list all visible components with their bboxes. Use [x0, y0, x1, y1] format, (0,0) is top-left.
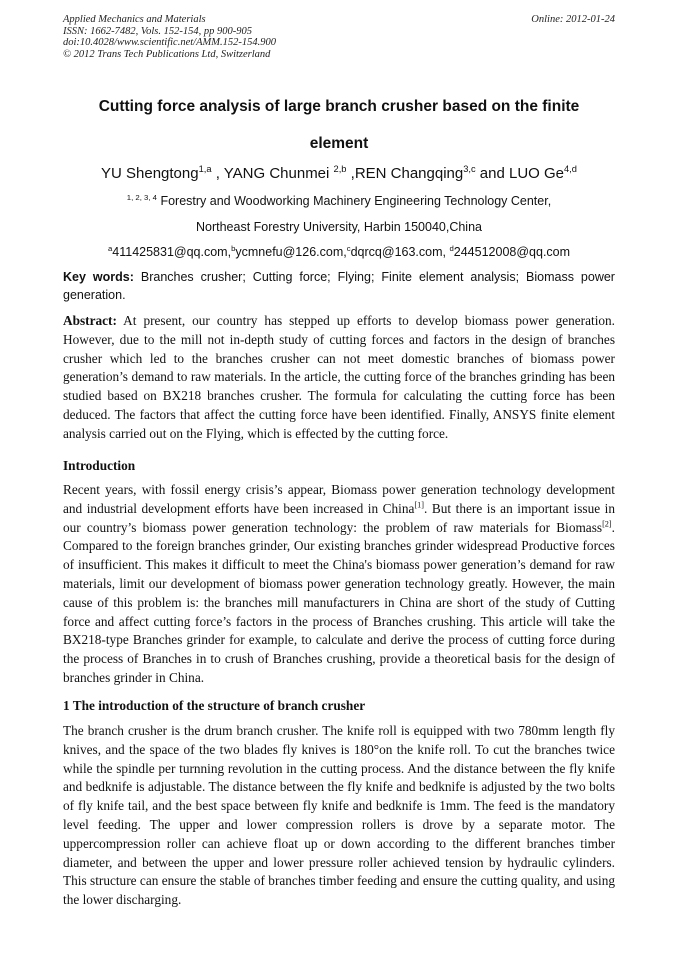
- author-separator: ,: [346, 165, 355, 182]
- abstract: [63, 312, 615, 444]
- author-name: YU Shengtong: [101, 165, 199, 182]
- abstract-label: Abstract:: [63, 313, 117, 328]
- copyright-line: © 2012 Trans Tech Publications Ltd, Switzerland: [63, 48, 271, 60]
- email-address[interactable]: ycmnefu@126.com,: [235, 245, 347, 259]
- email-marker: d: [449, 243, 454, 253]
- introduction-text: . Compared to the foreign branches grinder, Our existing branches grinder widespread Productive forces of insufficient. This makes it difficult to meet the China's biomass power generation’s demand for raw materials, limit our development of biomass power generation technology greatly. However, the main cause of this problem is: the branches mill manufacturers in China are short of the study of Cutting force and affect cutting force’s factors in the process of Branches crushing. This article will take the BX218-type Branches grinder for example, to calculate and derive the process of cutting force during the process of Branches in to crush of Branches crushing, provide a theoretical basis for the design of branches grinder in China.: [63, 519, 615, 685]
- author-separator: ,: [211, 165, 224, 182]
- affiliation-line-1: [63, 193, 615, 209]
- issn-line: ISSN: 1662-7482, Vols. 152-154, pp 900-905: [63, 25, 252, 37]
- email-address[interactable]: 411425831@qq.com,: [112, 245, 232, 259]
- title-line-1: Cutting force analysis of large branch crusher based on the finite: [98, 98, 580, 115]
- affiliation-line-2: Northeast Forestry University, Harbin 150040,China: [195, 220, 482, 234]
- email-address[interactable]: 244512008@qq.com: [453, 245, 571, 259]
- keywords-label: Key words:: [63, 270, 134, 284]
- email-marker: b: [231, 243, 236, 253]
- paper-title: [63, 88, 615, 162]
- online-date: Online: 2012-01-24: [531, 14, 615, 25]
- author-affiliation-marker: 2,b: [333, 164, 347, 174]
- keywords-text: Branches crusher; Cutting force; Flying; Finite element analysis; Biomass power generation.: [63, 270, 615, 302]
- doi-line: doi:10.4028/www.scientific.net/AMM.152-154.900: [63, 37, 276, 48]
- author-affiliation-marker: 1,a: [198, 164, 212, 174]
- introduction-heading: Introduction: [63, 458, 136, 473]
- author-name: LUO Ge: [509, 165, 565, 182]
- author-name: REN Changqing: [354, 165, 464, 182]
- affiliation-marker: 1, 2, 3, 4: [126, 192, 157, 202]
- author-separator: and: [475, 165, 509, 182]
- introduction-text: Recent years, with fossil energy crisis’s appear, Biomass power generation technology development and industrial development efforts have been increased in China: [63, 482, 615, 516]
- introduction-text: . But there is an important issue in our country’s biomass power generation technology: the problem of raw materials for Biomass: [63, 500, 615, 535]
- author-name: YANG Chunmei: [223, 165, 334, 182]
- introduction-paragraph: [63, 481, 615, 688]
- affiliation-text: Forestry and Woodworking Machinery Engineering Technology Center,: [160, 194, 552, 208]
- abstract-text: At present, our country has stepped up efforts to develop biomass power generation. However, due to the mill not in-depth study of cutting forces and factors in the design of branches crusher which led to the branches crusher can not meet domestic branches of biomass power generation’s demand to raw materials. In the article, the cutting force of the branches grinding has been studied based on BX218 branches crusher. The formula for calculating the cutting force has been deduced. The factors that affect the cutting force have been identified. Finally, ANSYS finite element analysis carried out on the Flying, which is effected by the cutting force.: [63, 313, 616, 441]
- author-affiliation-marker: 3,c: [463, 164, 476, 174]
- citation-ref[interactable]: [2]: [602, 519, 612, 529]
- email-marker: c: [346, 243, 351, 253]
- section-1-heading: 1 The introduction of the structure of branch crusher: [63, 698, 366, 713]
- journal-name: Applied Mechanics and Materials: [63, 14, 206, 25]
- journal-header: [63, 14, 615, 60]
- section-1-paragraph: The branch crusher is the drum branch crusher. The knife roll is equipped with two 780mm length fly knives, and the space of the two blades fly knives is 180°on the knife roll. To cut the branches twice while the spindle per turnning revolution in the cutting process. And the distance between the fly knife and bedknife is adjustable. The distance between the fly knife and bedknife is adjusted by the two bolts of fly knife tail, and the best space between fly knife and bedknife is 1mm. The feed is the mandatory level feeding. The upper and lower compression rollers is drove by a separate motor. The uppercompression roller can achieve float up or down according to the different branches timber diameter, and between the upper and lower pressure roller achieved tension by hydraulic cylinders. This structure can ensure the stable of branches timber feeding and ensure the cutting quality, and using the lower discharging.: [63, 723, 615, 908]
- email-list: [63, 244, 615, 260]
- citation-ref[interactable]: [1]: [414, 500, 425, 510]
- email-address[interactable]: dqrcq@163.com,: [350, 245, 450, 259]
- email-marker: a: [107, 243, 113, 253]
- author-affiliation-marker: 4,d: [564, 164, 577, 174]
- keywords: [63, 268, 615, 304]
- title-line-2: element: [309, 135, 369, 152]
- author-list: [63, 164, 615, 184]
